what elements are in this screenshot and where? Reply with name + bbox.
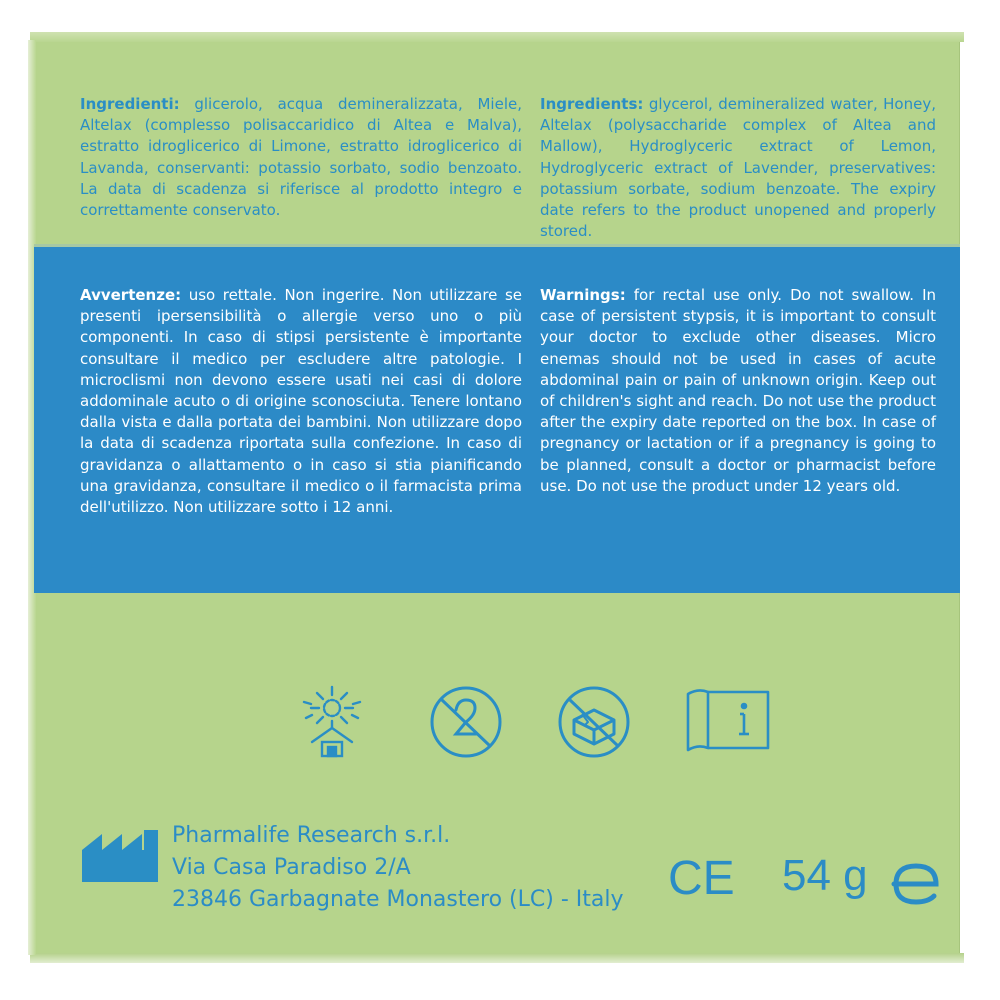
symbols-row: [0, 684, 1000, 764]
keep-away-from-sunlight-icon: [296, 684, 368, 760]
ingredients-en: [540, 94, 936, 242]
manufacturer-info: [172, 820, 623, 916]
manufacturer-name: Pharmalife Research s.r.l.: [172, 823, 451, 848]
ce-mark-text: CE: [668, 852, 735, 900]
ingredients-en-label: Ingredients:: [540, 95, 644, 113]
warnings-en: [540, 285, 936, 497]
ingredients-it-label: Ingredienti:: [80, 95, 180, 113]
do-not-use-if-damaged-icon: [556, 684, 632, 760]
warnings-it: [80, 285, 522, 518]
estimated-sign-icon: [888, 860, 942, 908]
warnings-it-text: uso rettale. Non ingerire. Non utilizzare se presenti ipersensibilità o allergie verso uno o più componenti. In caso di stipsi persistente è importante consultare il medico per escludere altre patologie. I microclismi non devono essere usati nei casi di dolore addominale acuto o di origine sconosciuta. Tenere lontano dalla vista e dalla portata dei bambini. Non utilizzare dopo la data di scadenza riportata sulla confezione. In caso di gravidanza o allattamento o in caso si stia pianificando una gravidanza, consultare il medico o il farmacista prima dell'utilizzo. Non utilizzare sotto i 12 anni.: [80, 286, 522, 517]
net-weight: 54 g: [782, 851, 868, 900]
manufacturer-address-line2: 23846 Garbagnate Monastero (LC) - Italy: [172, 887, 624, 912]
box-top-edge: [30, 32, 964, 42]
warnings-en-text: for rectal use only. Do not swallow. In case of persistent stypsis, it is important to consult your doctor to exclude other diseases. Micro enemas should not be used in cases of acute abdominal pain or pain of unknown origin. Keep out of children's sight and reach. Do not use the product after the expiry date reported on the box. In case of pregnancy or lactation or if a pregnancy is going to be planned, consult a doctor or pharmacist before use. Do not use the product under 12 years old.: [540, 286, 936, 495]
box-bottom-edge: [30, 953, 964, 963]
manufacturer-address-line1: Via Casa Paradiso 2/A: [172, 855, 411, 880]
warnings-en-label: Warnings:: [540, 286, 626, 304]
ingredients-en-text: glycerol, demineralized water, Honey, Altelax (polysaccharide complex of Altea and Mallow), Hydroglyceric extract of Lemon, Hydroglyceric extract of Lavender, preservatives: potassium sorbate, sodium benzoate. The expiry date refers to the product unopened and properly stored.: [540, 95, 936, 241]
manufacturer-icon: [80, 830, 162, 884]
ce-mark-icon: [668, 852, 748, 900]
do-not-reuse-icon: [428, 684, 504, 760]
ingredients-it-text: glicerolo, acqua demineralizzata, Miele, Altelax (complesso polisaccaridico di Altea e Malva), estratto idroglicerico di Limone, estratto idroglicerico di Lavanda, conservanti: potassio sorbato, sodio benzoato. La data di scadenza si riferisce al prodotto integro e correttamente conservato.: [80, 95, 522, 220]
warnings-it-label: Avvertenze:: [80, 286, 182, 304]
ingredients-it: [80, 94, 522, 221]
consult-instructions-icon: [684, 684, 774, 756]
